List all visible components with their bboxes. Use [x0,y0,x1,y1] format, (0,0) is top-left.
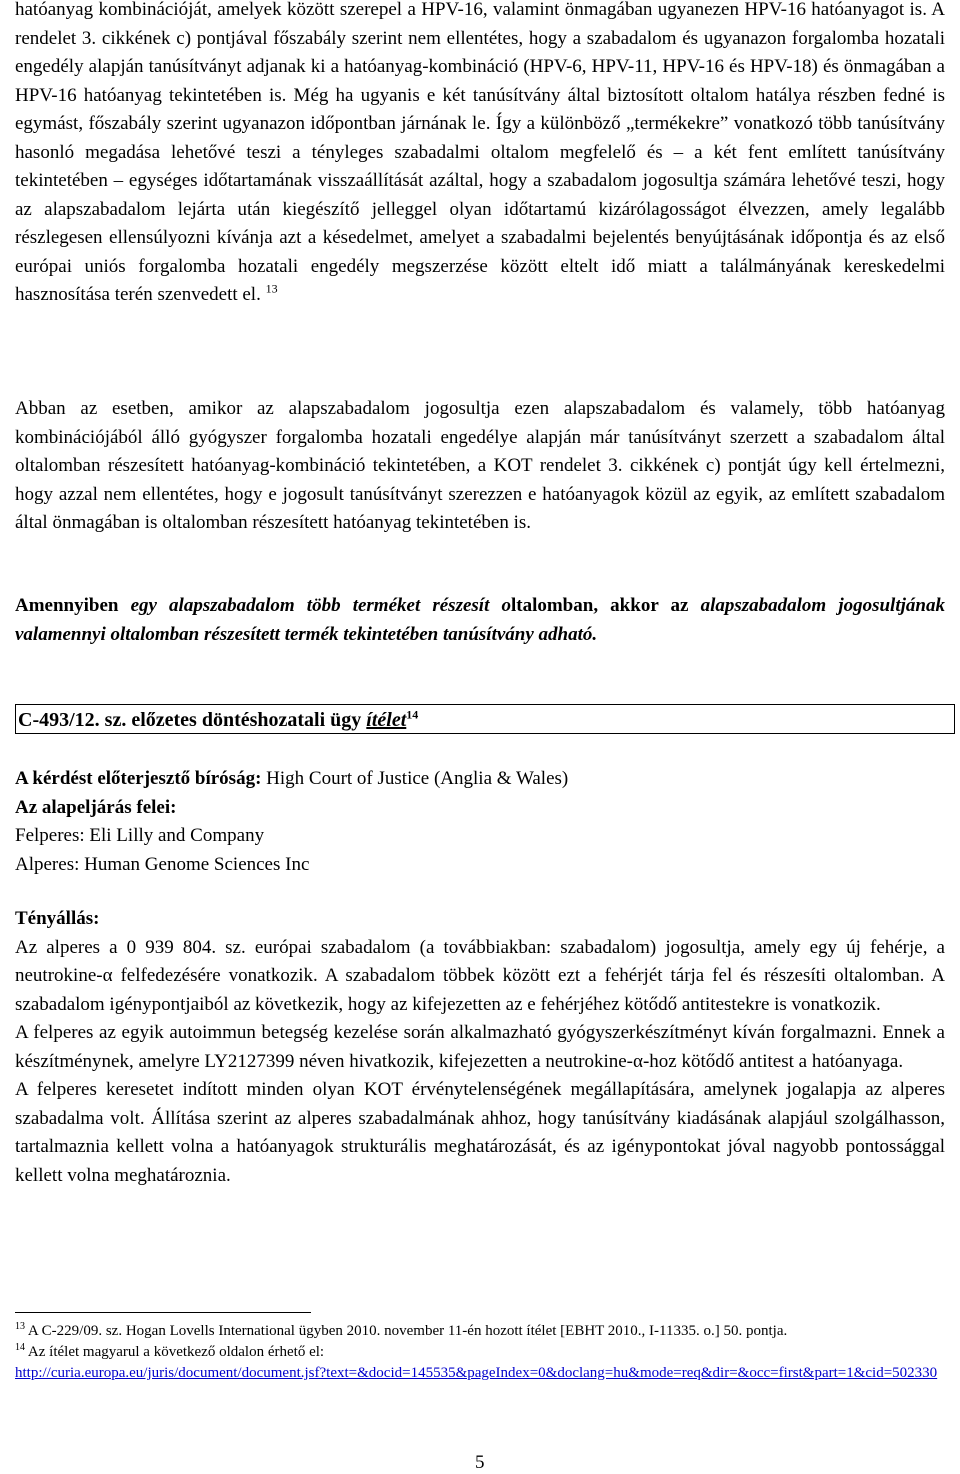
facts-heading: Tényállás: [15,908,100,929]
footnotes [15,1321,945,1384]
paragraph-2 [15,395,945,538]
footnote-13-number: 13 [15,1321,25,1332]
case-heading-box [15,704,955,734]
summary-paragraph [15,592,945,649]
footnote-14-number: 14 [15,1342,25,1353]
footnote-14-link-line [15,1363,945,1384]
referring-court-value: High Court of Justice (Anglia & Wales) [261,768,569,789]
footnote-14-text: Az ítélet magyarul a következő oldalon érhető el: [25,1344,325,1360]
paragraph-1-text: hatóanyag kombinációját, amelyek között szerepel a HPV-16, valamint önmagában ugyanezen HPV-16 hatóanyagot is. A rendelet 3. cikkének c) pontjával főszabály szerint nem ellentétes, hogy a szabadalom és ugyanazon forgalomba hozatali engedély alapján tanúsítványt adjanak ki a hatóanyag-kombináció (HPV-6, HPV-11, HPV-16 és HPV-18) és önmagában a HPV-16 hatóanyag tekintetében is. Még ha ugyanis e két tanúsítvány által biztosított oltalom hatálya részben fedné is egymást, főszabály szerint ugyanazon időpontban járnának le. Így a különböző „termékekre” vonatkozó több tanúsítvány hasonló megadása lehetővé teszi a tényleges szabadalmi oltalom megfelelő és – a két fent említett tanúsítvány tekintetében – egységes időtartamának visszaállítását azáltal, hogy a szabadalom jogosultja számára lehetővé teszi, hogy az alapszabadalom lejárta után kiegészítő jelleggel olyan időtartamú kizárólagosságot élvezzen, amely legalább részlegesen ellensúlyozni kívánja azt a késedelmet, amelyet a szabadalmi bejelentés benyújtásának időpontja és az első európai uniós forgalomba hozatali engedély megszerzése között eltelt idő miatt a találmányának kereskedelmi hasznosítása terén szenvedett el. [15,0,945,305]
facts-section [15,905,945,1190]
parties-heading: Az alapeljárás felei: [15,796,177,818]
paragraph-2-text: Abban az esetben, amikor az alapszabadalom jogosultja ezen alapszabadalom és valamely, több hatóanyag kombinációjából álló gyógyszer forgalomba hozatali engedélye alapján már tanúsítványt szerzett a szabadalom által oltalomban részesített hatóanyag-kombináció tekintetében, a KOT rendelet 3. cikkének c) pontját úgy kell értelmezni, hogy azzal nem ellentétes, hogy e jogosult tanúsítványt szerezzen e hatóanyagok közül az egyik, az említett szabadalom által önmagában is oltalomban részesített hatóanyag tekintetében is. [15,398,945,533]
summary-part-2: egy alapszabadalom több terméket részesít o [130,595,511,616]
summary-part-4: alapszabadalom jogosultjának valamennyi oltalomban részesített termék tekintetében tanúsítvány adható. [15,595,945,645]
footnote-ref-14[interactable]: 14 [406,707,419,722]
defendant-line: Alperes: Human Genome Sciences Inc [15,853,310,875]
summary-part-3: ltalomban, akkor az [510,595,701,616]
facts-paragraph-3: A felperes keresetet indított minden olyan KOT érvénytelenségének megállapítására, amelynek jogalapja az alperes szabadalma volt. Állítása szerint az alperes szabadalmának ahhoz, hogy tanúsítvány kiadásának alapjául szolgálhasson, tartalmaznia kellett volna a hatóanyagok strukturális meghatározását, és az igénypontokat jóval nagyobb pontossággal kellett volna meghatároznia. [15,1079,945,1186]
page-number: 5 [475,1452,485,1473]
footnote-separator [15,1312,311,1313]
paragraph-1 [15,0,945,310]
referring-court-label: A kérdést előterjesztő bíróság: [15,768,262,789]
case-type: ítélet [366,709,407,731]
summary-part-1: Amennyiben [15,595,131,616]
footnote-ref-13[interactable]: 13 [265,281,278,296]
footnote-14 [15,1342,945,1363]
facts-paragraph-2: A felperes az egyik autoimmun betegség kezelése során alkalmazható gyógyszerkészítményt kíván forgalmazni. Ennek a készítménynek, amelyre LY2127399 néven hivatkozik, kifejezetten a neutrokine-α-hoz kötődő antitest a hatóanyaga. [15,1022,945,1072]
plaintiff-line: Felperes: Eli Lilly and Company [15,825,265,846]
facts-paragraph-1: Az alperes a 0 939 804. sz. európai szabadalom (a továbbiakban: szabadalom) jogosultja, amely egy új fehérje, a neutrokine-α felfedezésére vonatkozik. A szabadalom többek között ezt a fehérjét tárja fel és részesíti oltalomban. A szabadalom igénypontjaiból az következik, hogy az kifejezetten az e fehérjéhez kötődő antitestekre is vonatkozik. [15,936,946,1015]
case-number: C-493/12. sz. előzetes döntéshozatali ügy [18,709,367,731]
case-parties-block [15,765,945,879]
curia-link[interactable]: http://curia.europa.eu/juris/document/document.jsf?text=&docid=145535&pageIndex=0&doclang=hu&mode=req&dir=&occ=first&part=1&cid=502330 [15,1365,938,1381]
footnote-13-text: A C-229/09. sz. Hogan Lovells International ügyben 2010. november 11-én hozott ítélet [EBHT 2010., I-11335. o.] 50. pontja. [25,1323,788,1339]
footnote-13 [15,1321,945,1342]
